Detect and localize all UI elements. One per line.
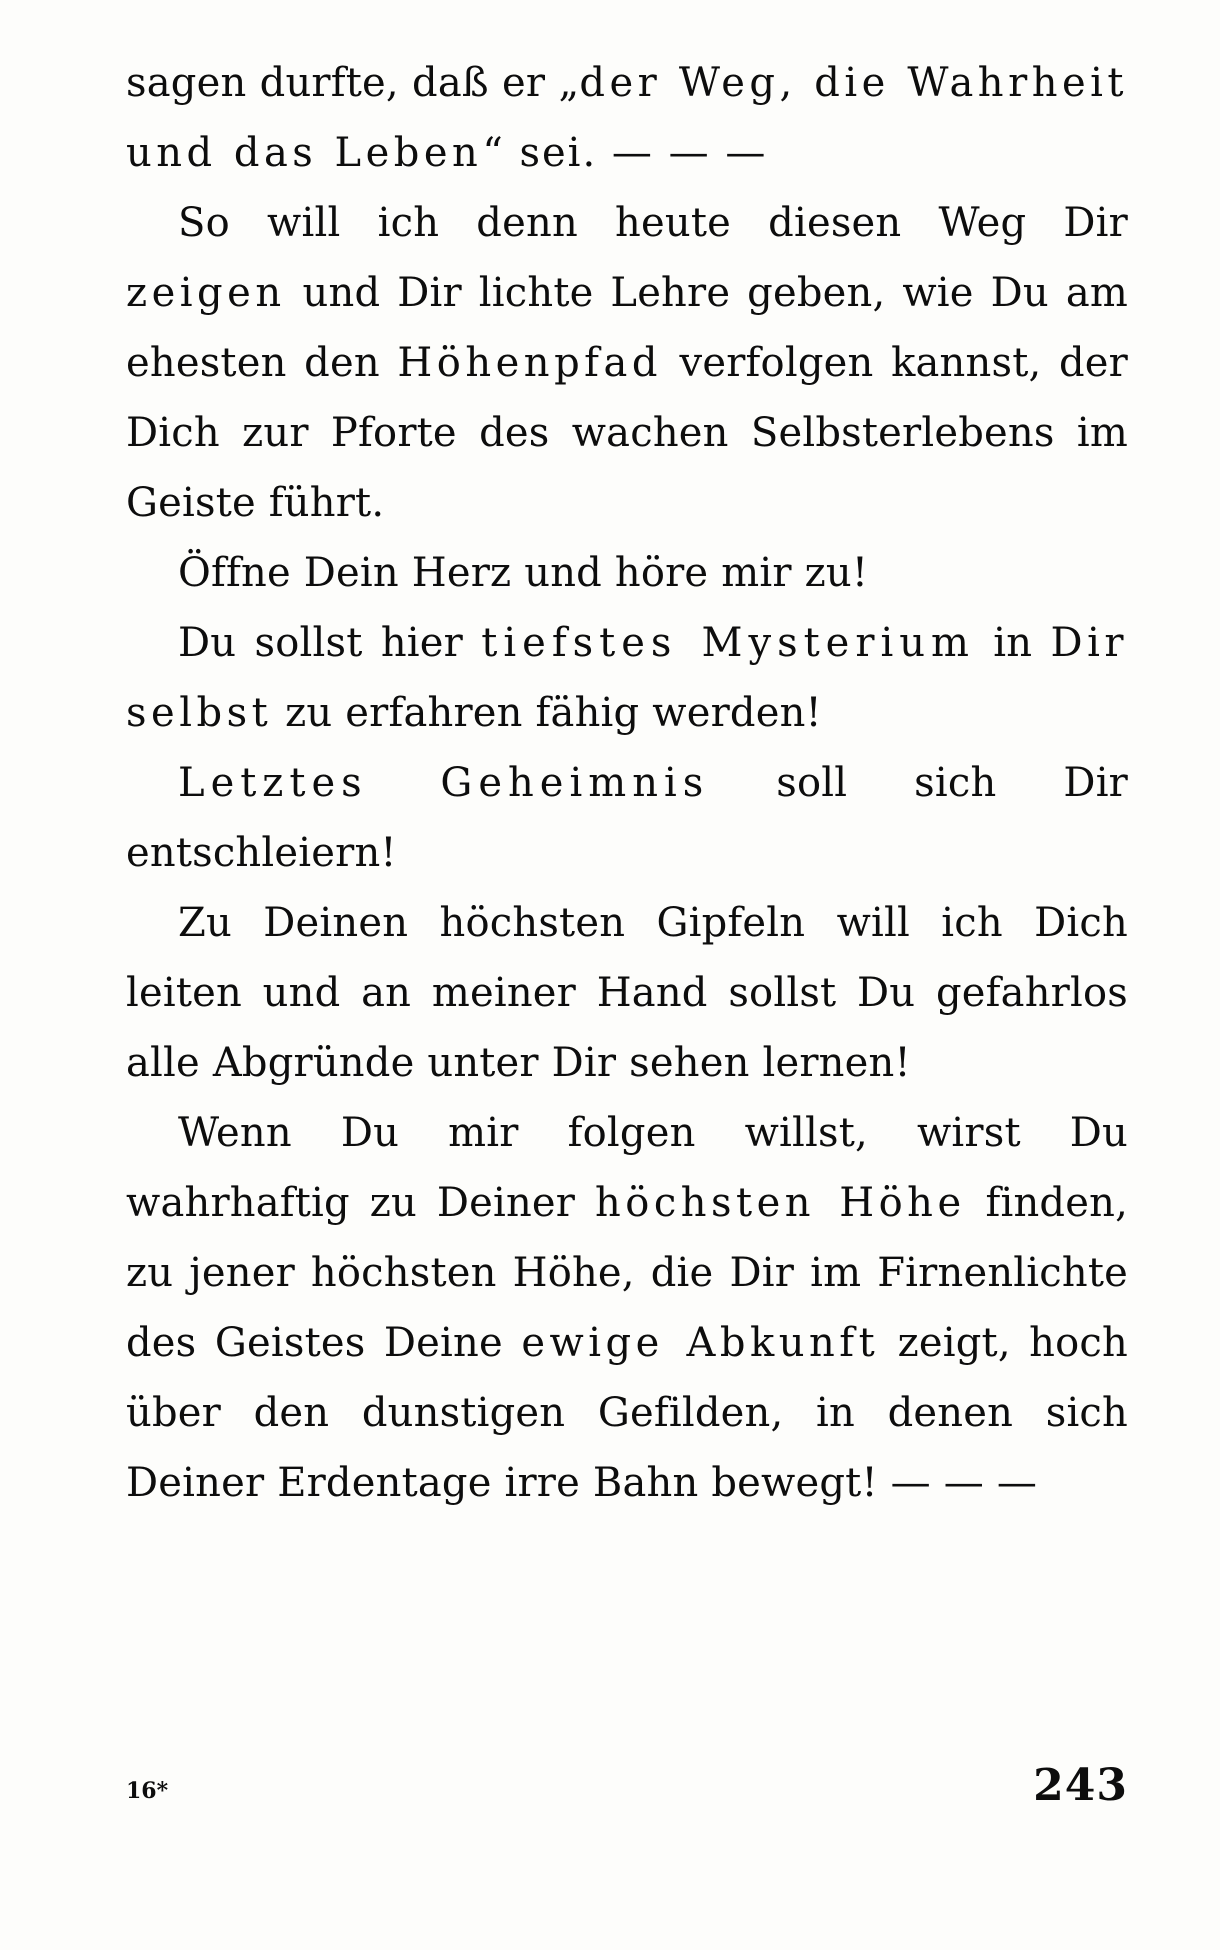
text-run-spaced: der Weg, die Wahrheit und das Leben bbox=[126, 60, 1128, 176]
text-run-spaced: zeigen bbox=[126, 270, 286, 316]
page-number: 243 bbox=[1033, 1760, 1128, 1811]
paragraph-6 bbox=[126, 888, 1128, 1098]
paragraph-7 bbox=[126, 1098, 1128, 1518]
text-run: zu erfahren fähig werden! bbox=[272, 690, 822, 736]
text-run-spaced: höchsten Höhe bbox=[595, 1180, 966, 1226]
text-run: zeigt, hoch über den dunstigen Gefilden, in denen sich Deiner Erdentage irre Bahn bewegt! — — — bbox=[126, 1320, 1128, 1506]
text-run: Öffne Dein Herz und höre mir zu! bbox=[178, 550, 869, 596]
paragraph-1 bbox=[126, 48, 1128, 188]
text-run-spaced: Dir selbst bbox=[126, 620, 1129, 736]
text-run-spaced: ewige Abkunft bbox=[521, 1320, 880, 1366]
page-text-block bbox=[126, 48, 1128, 1518]
text-run: und Dir lichte Lehre geben, wie Du am ehesten den bbox=[126, 270, 1128, 386]
text-run-spaced: tiefstes Mysterium bbox=[481, 620, 975, 666]
text-run-spaced: Höhenpfad bbox=[397, 340, 662, 386]
signature-mark: 16* bbox=[126, 1778, 169, 1804]
text-run: in bbox=[974, 620, 1051, 666]
text-run: verfolgen kannst, der Dich zur Pforte des wachen Selbsterlebens im Geiste führt. bbox=[126, 340, 1128, 526]
text-run: Du sollst hier bbox=[178, 620, 482, 666]
text-run: sagen durfte, daß er „ bbox=[126, 60, 580, 106]
page-footer bbox=[126, 1760, 1128, 1840]
text-run: soll sich Dir entschleiern! bbox=[126, 760, 1129, 876]
text-run: Zu Deinen höchsten Gipfeln will ich Dich leiten und an meiner Hand sollst Du gefahrlos alle Abgründe unter Dir sehen lernen! bbox=[126, 900, 1128, 1086]
paragraph-4 bbox=[126, 608, 1128, 748]
text-run: finden, zu jener höchsten Höhe, die Dir im Firnenlichte des Geistes Deine bbox=[126, 1180, 1128, 1366]
text-run: “ sei. — — — bbox=[482, 130, 768, 176]
text-run-spaced: Letztes Geheimnis bbox=[178, 760, 710, 806]
paragraph-5 bbox=[126, 748, 1128, 888]
paragraph-3 bbox=[126, 538, 1128, 608]
paragraph-2 bbox=[126, 188, 1128, 538]
text-run: Wenn Du mir folgen willst, wirst Du wahrhaftig zu Deiner bbox=[126, 1110, 1128, 1226]
text-run: So will ich denn heute diesen Weg Dir bbox=[178, 200, 1128, 246]
